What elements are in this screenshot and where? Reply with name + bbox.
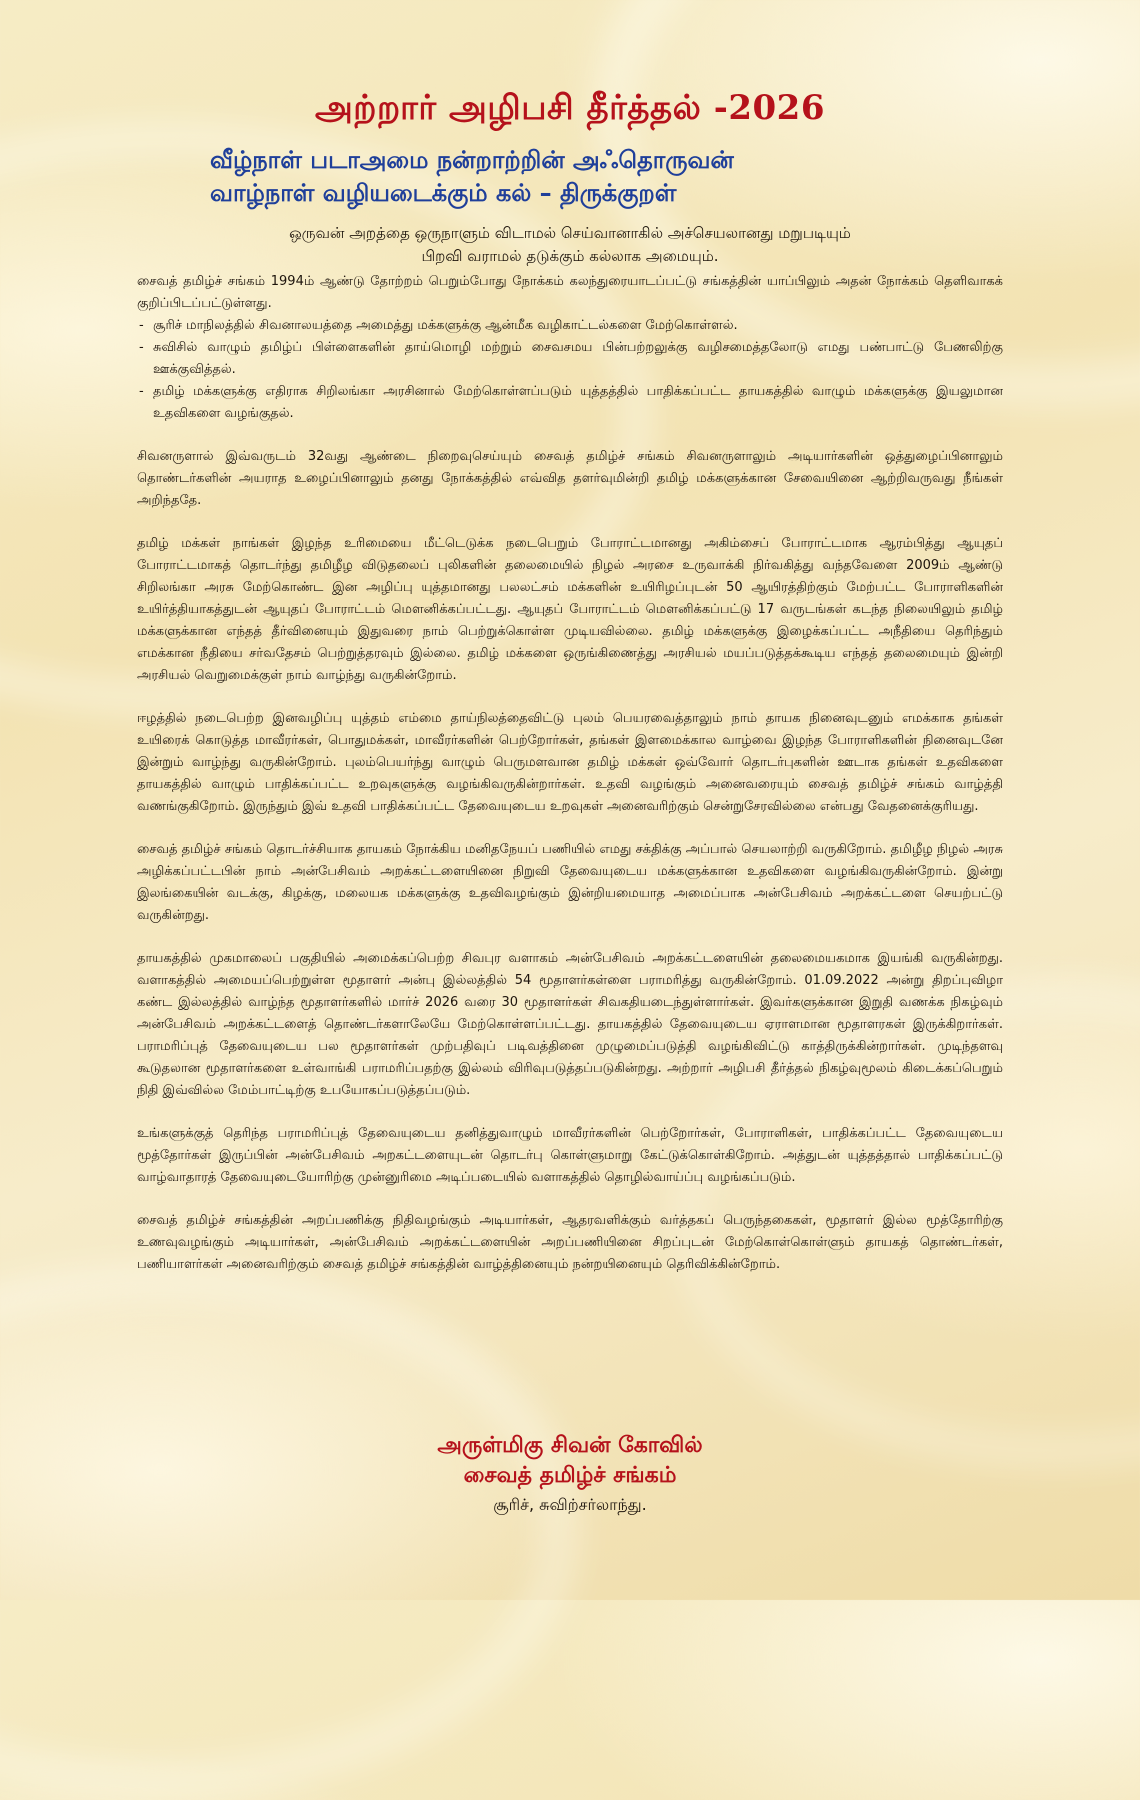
letter-signature <box>0 1430 1140 1518</box>
objective-item: - சூரிச் மாநிலத்தில் சிவனாலயத்தை அமைத்து மக்களுக்கு ஆன்மீக வழிகாட்டல்களை மேற்கொள்ளல். <box>137 315 1003 337</box>
objective-item: - தமிழ் மக்களுக்கு எதிராக சிறிலங்கா அரசினால் மேற்கொள்ளப்படும் யுத்தத்தில் பாதிக்கப்பட்ட தாயகத்தில் வாழும் மக்களுக்கு இயலுமான உதவிகளை வழங்குதல். <box>137 381 1003 425</box>
kural-meaning <box>0 222 1140 268</box>
intro-paragraph: சைவத் தமிழ்ச் சங்கம் 1994ம் ஆண்டு தோற்றம் பெறும்போது நோக்கம் கலந்துரையாடப்பட்டு சங்கத்தின் யாப்பிலும் அதன் நோக்கம் தெளிவாகக் குறிப்பிடப்பட்டுள்ளது. <box>137 274 1003 311</box>
paragraph-request: உங்களுக்குத் தெரிந்த பராமரிப்புத் தேவையுடைய தனித்துவாழும் மாவீரர்களின் பெற்றோர்கள், போராளிகள், பாதிக்கப்பட்ட தேவையுடைய மூத்தோர்கள் இருப்பின் அன்பேசிவம் அறகட்டளையுடன் தொடர்பு கொள்ளுமாறு கேட்டுக்கொள்கிறோம். அத்துடன் யுத்தத்தால் பாதிக்கப்பட்டு வாழ்வாதாரத் தேவையுடையோரிற்கு முன்னுரிமை அடிப்படையில் வளாகத்தில் தொழில்வாய்ப்பு வழங்கப்படும். <box>137 1126 1003 1185</box>
paragraph-anniversary: சிவனருளால் இவ்வருடம் 32வது ஆண்டை நிறைவுசெய்யும் சைவத் தமிழ்ச் சங்கம் சிவனருளாலும் அடியார்களின் ஒத்துழைப்பினாலும் தொண்டர்களின் அயராத உழைப்பினாலும் தனது நோக்கத்தில் எவ்வித தளர்வுமின்றி தமிழ் மக்களுக்கான சேவையினை ஆற்றிவருவது நீங்கள் அறிந்ததே. <box>137 449 1003 508</box>
objectives-list <box>137 315 1003 425</box>
association-name: சைவத் தமிழ்ச் சங்கம் <box>463 1462 677 1488</box>
paragraph-diaspora: ஈழத்தில் நடைபெற்ற இனவழிப்பு யுத்தம் எம்மை தாய்நிலத்தைவிட்டு புலம் பெயரவைத்தாலும் நாம் தாயக நினைவுடனும் எமக்காக தங்கள் உயிரைக் கொடுத்த மாவீரர்கள், பொதுமக்கள், மாவீரர்களின் பெற்றோர்கள், தங்கள் இளமைக்கால வாழ்வை இழந்த போராளிகளின் நினைவுடனே இன்றும் வாழ்ந்து வருகின்றோம். புலம்பெயர்ந்து வாழும் பெருமளவான தமிழ் மக்கள் ஒவ்வோர் தொடர்புகளின் ஊடாக தங்கள் உதவிகளை தாயகத்தில் வாழும் பாதிக்கப்பட்ட உறவுகளுக்கு வழங்கிவருகின்றார்கள். உதவி வழங்கும் அனைவரையும் சைவத் தமிழ்ச் சங்கம் வாழ்த்தி வணங்குகிறோம். இருந்தும் இவ் உதவி பாதிக்கப்பட்ட தேவையுடைய உறவுகள் அனைவரிற்கும் சென்றுசேரவில்லை என்பது வேதனைக்குரியது. <box>137 711 1003 814</box>
letter-header <box>0 88 1140 268</box>
location: சூரிச், சுவிற்சர்லாந்து. <box>493 1495 647 1514</box>
background-swirl <box>0 1260 580 1800</box>
paragraph-struggle: தமிழ் மக்கள் நாங்கள் இழந்த உரிமையை மீட்டெடுக்க நடைபெறும் போராட்டமானது அகிம்சைப் போராட்டமாக ஆரம்பித்து ஆயுதப் போராட்டமாகத் தொடர்ந்து தமிழீழ விடுதலைப் புலிகளின் தலைமையில் நிழல் அரசை உருவாக்கி நிர்வகித்து வந்தவேளை 2009ம் ஆண்டு சிறிலங்கா அரசு மேற்கொண்ட இன அழிப்பு யுத்தமானது பலலட்சம் மக்களின் உயிரிழப்புடன் 50 ஆயிரத்திற்கும் மேற்பட்ட போராளிகளின் உயிர்த்தியாகத்துடன் ஆயுதப் போராட்டம் மௌனிக்கப்பட்டது. ஆயுதப் போராட்டம் மௌனிக்கப்பட்டு 17 வருடங்கள் கடந்த நிலையிலும் தமிழ் மக்களுக்கான எந்தத் தீர்வினையும் இதுவரை நாம் பெற்றுக்கொள்ள முடியவில்லை. தமிழ் மக்களுக்கு இழைக்கப்பட்ட அநீதியை தெரிந்தும் எமக்கான நீதியை சர்வதேசம் பெற்றுத்தரவும் இல்லை. தமிழ் மக்களை ஒருங்கிணைத்து அரசியல் மயப்படுத்தக்கூடிய எந்தத் தலைமையும் இன்றி அரசியல் வெறுமைக்குள் நாம் வாழ்ந்து வருகின்றோம். <box>137 536 1003 683</box>
meaning-line-1: ஒருவன் அறத்தை ஒருநாளும் விடாமல் செய்வானாகில் அச்செயலானது மறுபடியும் <box>289 224 851 242</box>
kural-line-1: வீழ்நாள் படாஅமை நன்றாற்றின் அஃதொருவன் <box>210 146 734 174</box>
paragraph-thanks: சைவத் தமிழ்ச் சங்கத்தின் அறப்பணிக்கு நிதிவழங்கும் அடியார்கள், ஆதரவளிக்கும் வர்த்தகப் பெருந்தகைகள், மூதாளர் இல்ல மூத்தோரிற்கு உணவுவழங்கும் அடியார்கள், அன்பேசிவம் அறக்கட்டளையின் அறப்பணியினை சிறப்புடன் மேற்கொள்கொள்ளும் தாயகத் தொண்டர்கள், பணியாளர்கள் அனைவரிற்கும் சைவத் தமிழ்ச் சங்கத்தின் வாழ்த்தினையும் நன்றயினையும் தெரிவிக்கின்றோம். <box>137 1213 1003 1272</box>
objective-item: - சுவிசில் வாழும் தமிழ்ப் பிள்ளைகளின் தாய்மொழி மற்றும் சைவசமய பின்பற்றலுக்கு வழிசமைத்தலோடு எமது பண்பாட்டு பேணலிற்கு ஊக்குவித்தல். <box>137 337 1003 381</box>
kural-line-2: வாழ்நாள் வழியடைக்கும் கல் – திருக்குறள் <box>210 179 677 207</box>
meaning-line-2: பிறவி வராமல் தடுக்கும் கல்லாக அமையும். <box>421 247 719 265</box>
paragraph-elders-home: தாயகத்தில் முகமாலைப் பகுதியில் அமைக்கப்பெற்ற சிவபுர வளாகம் அன்பேசிவம் அறக்கட்டளையின் தலைமையகமாக இயங்கி வருகின்றது. வளாகத்தில் அமையப்பெற்றுள்ள மூதாளர் அன்பு இல்லத்தில் 54 மூதாளர்கள்ளை பராமரித்து வருகின்றோம். 01.09.2022 அன்று திறப்புவிழா கண்ட இல்லத்தில் வாழ்ந்த மூதாளர்களில் மார்ச் 2026 வரை 30 மூதாளர்கள் சிவகதியடைந்துள்ளார்கள். இவர்களுக்கான இறுதி வணக்க நிகழ்வும் அன்பேசிவம் அறக்கட்டளைத் தொண்டர்களாலேயே மேற்கொள்ளப்பட்டது. தாயகத்தில் தேவையுடைய ஏராளமான மூதாளரகள் இருக்கிறார்கள். பராமரிப்புத் தேவையுடைய பல மூதாளர்கள் முற்பதிவுப் படிவத்தினை முழுமைப்படுத்தி வழங்கிவிட்டு காத்திருக்கின்றார்கள். முடிந்தளவு கூடுதலான மூதாளர்களை உள்வாங்கி பராமரிப்பதற்கு இல்லம் விரிவுபடுத்தப்படுகின்றது. அற்றார் அழிபசி தீர்த்தல் நிகழ்வுமூலம் கிடைக்கப்பெறும் நிதி இவ்வில்ல மேம்பாட்டிற்கு உபயோகப்படுத்தப்படும். <box>137 951 1003 1098</box>
letter-body <box>137 271 1003 1276</box>
paragraph-anbesivam: சைவத் தமிழ்ச் சங்கம் தொடர்ச்சியாக தாயகம் நோக்கிய மனிதநேயப் பணியில் எமது சக்திக்கு அப்பால் செயலாற்றி வருகிறோம். தமிழீழ நிழல் அரசு அழிக்கப்பட்டபின் நாம் அன்பேசிவம் அறக்கட்டளையினை நிறுவி தேவையுடைய மக்களுக்கான உதவிகளை வழங்கிவருகின்றோம். இன்று இலங்கையின் வடக்கு, கிழக்கு, மலையக மக்களுக்கு உதவிவழங்கும் இன்றியமையாத அமைப்பாக அன்பேசிவம் அறக்கட்டளை செயற்பட்டு வருகின்றது. <box>137 842 1003 923</box>
page-title: அற்றார் அழிபசி தீர்த்தல் -2026 <box>315 88 825 128</box>
thirukkural-quote <box>210 144 930 210</box>
temple-name: அருள்மிகு சிவன் கோவில் <box>437 1432 703 1458</box>
